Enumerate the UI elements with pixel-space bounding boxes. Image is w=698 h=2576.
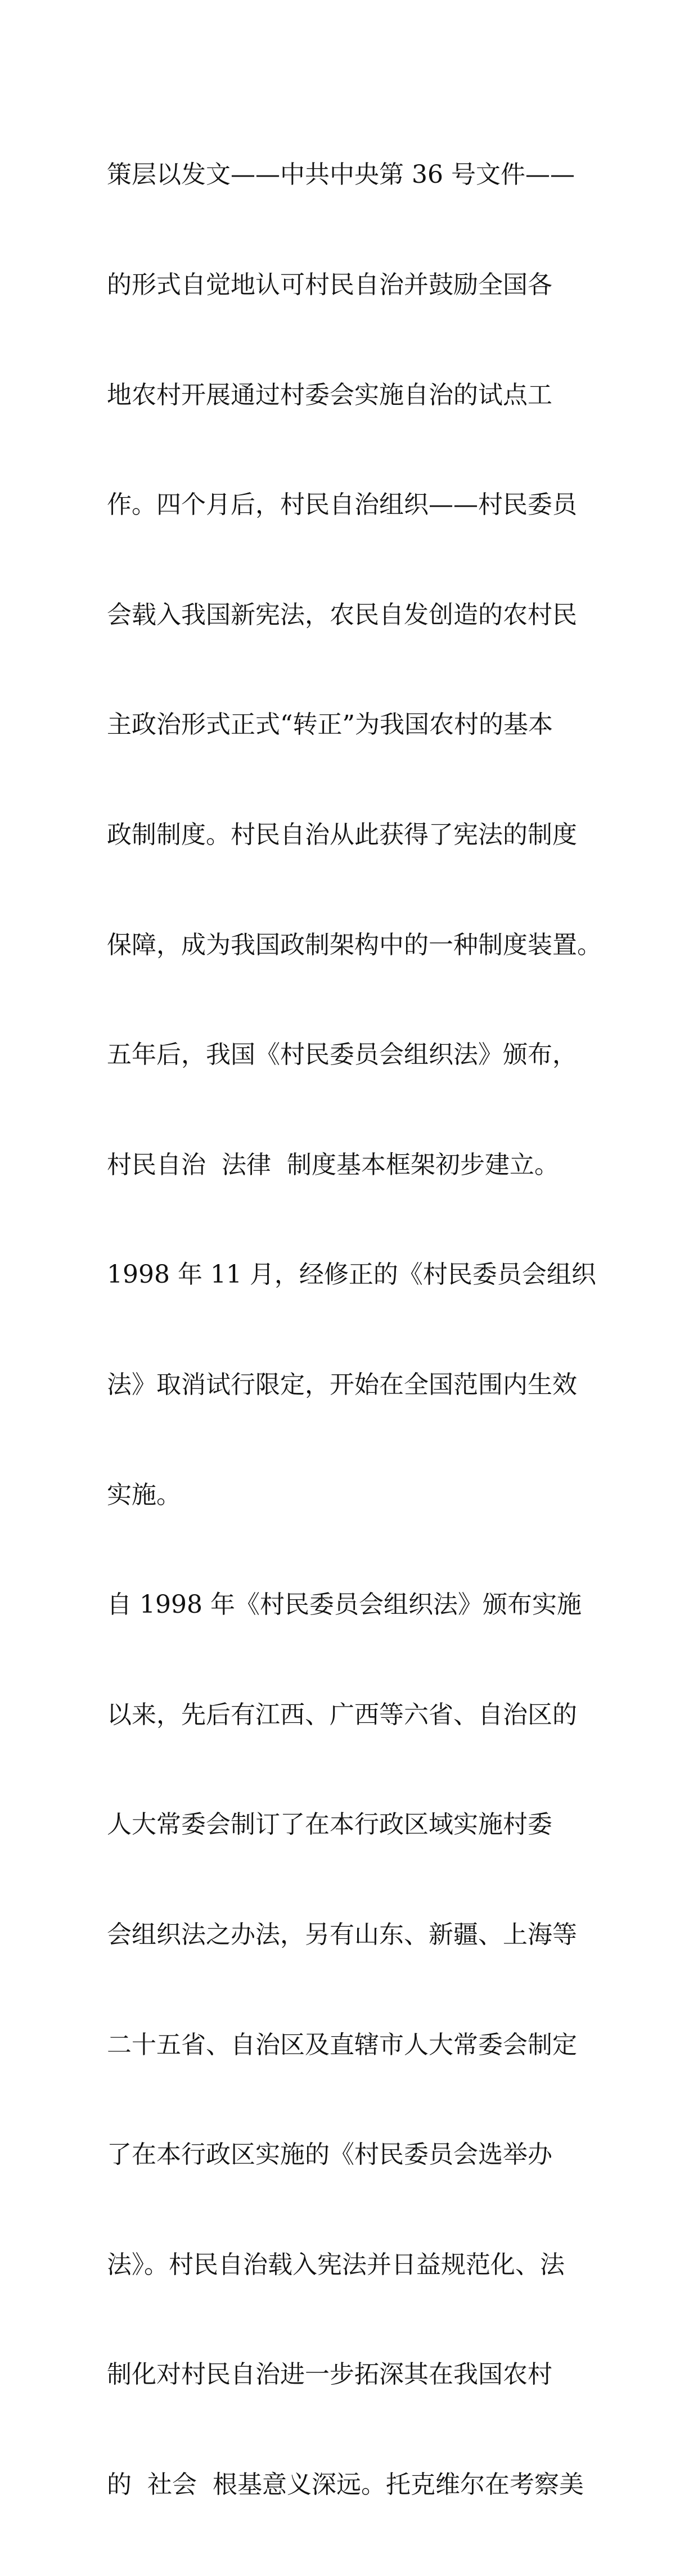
text-line: 五年后，我国《村民委员会组织法》颁布， <box>107 1040 577 1070</box>
text-line: 以来，先后有江西、广西等六省、自治区的 <box>107 1700 577 1729</box>
text-line: 制化对村民自治进一步拓深其在我国农村 <box>107 2360 552 2389</box>
text-line: 策层以发文——中共中央第 36 号文件—— <box>107 160 575 190</box>
text-line: 二十五省、自治区及直辖市人大常委会制定 <box>107 2030 577 2059</box>
text-line: 主政治形式正式“转正”为我国农村的基本 <box>107 710 553 739</box>
text-line: 的 社会 根基意义深远。托克维尔在考察美 <box>107 2470 584 2499</box>
body-text <box>107 83 613 2576</box>
text-line: 作。四个月后，村民自治组织——村民委员 <box>107 490 577 520</box>
text-line: 地农村开展通过村委会实施自治的试点工 <box>107 380 552 409</box>
text-line: 了在本行政区实施的《村民委员会选举办 <box>107 2140 552 2169</box>
text-line: 保障，成为我国政制架构中的一种制度装置。 <box>107 930 602 959</box>
text-line: 实施。 <box>107 1480 181 1509</box>
text-line: 会载入我国新宪法，农民自发创造的农村民 <box>107 600 577 629</box>
text-line: 自 1998 年《村民委员会组织法》颁布实施 <box>107 1590 582 1619</box>
text-line: 法》。村民自治载入宪法并日益规范化、法 <box>107 2250 565 2279</box>
text-line: 法》取消试行限定，开始在全国范围内生效 <box>107 1370 577 1399</box>
text-line: 的形式自觉地认可村民自治并鼓励全国各 <box>107 270 552 299</box>
text-line: 村民自治 法律 制度基本框架初步建立。 <box>107 1150 559 1179</box>
text-line: 会组织法之办法，另有山东、新疆、上海等 <box>107 1920 577 1949</box>
text-line: 人大常委会制订了在本行政区域实施村委 <box>107 1810 552 1839</box>
text-line: 政制制度。村民自治从此获得了宪法的制度 <box>107 820 577 849</box>
text-line: 1998 年 11 月，经修正的《村民委员会组织 <box>107 1260 596 1289</box>
